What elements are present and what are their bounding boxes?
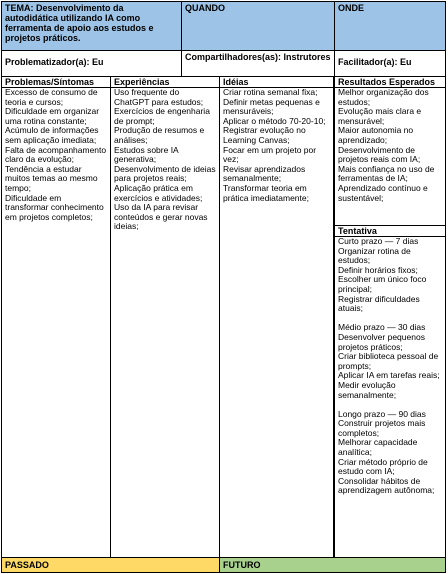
ideias-column	[219, 76, 334, 558]
tema-text	[2, 2, 181, 44]
tentativa-title: Tentativa	[335, 226, 445, 237]
experiencias-list: Uso frequente do ChatGPT para estudos; Exercícios de engenharia de prompt; Produção de resumos e análises; Estudos sobre IA generativa; Desenvolvimento de ideias para projetos reais; Aplicação prática em exercícios e atividades; Uso da IA para revisar conteúdos e gerar novas ideias;	[114, 87, 216, 232]
ideias-list: Criar rotina semanal fixa; Definir metas pequenas e mensuráveis; Aplicar o método 70-20-10; Registrar evolução no Learning Canvas; Focar em um projeto por vez; Revisar aprendizados semanalmente; Transformar teoria em prática imediatamente;	[223, 87, 326, 203]
quando-label: QUANDO	[185, 3, 225, 13]
tentativa-section	[335, 225, 445, 496]
quando-cell	[181, 1, 335, 51]
problemas-title: Problemas/Síntomas	[2, 77, 110, 88]
tentativa-list: Curto prazo — 7 dias Organizar rotina de estudos; Definir horários fixos; Escolher um único foco principal; Registrar dificuldades atuais; Médio prazo — 30 dias Desenvolver pequenos projetos práticos; Criar biblioteca pessoal de prompts; Aplicar IA em tarefas reais; Medir evolução semanalmente; Longo prazo — 90 dias Construir projetos mais completos; Melhorar capacidade analítica; Criar método próprio de estudo com IA; Consolidar hábitos de aprendizagem autônoma;	[338, 236, 440, 496]
tema-label: TEMA:	[5, 3, 34, 13]
problematizador-cell	[1, 50, 182, 77]
experiencias-title: Experiências	[111, 77, 219, 88]
passado-label: PASSADO	[5, 560, 49, 570]
passado-bar	[1, 557, 220, 573]
futuro-bar	[219, 557, 446, 573]
compartilhadores-label: Compartilhadores(as): Instrutores	[185, 52, 331, 62]
compartilhadores-cell	[181, 50, 335, 77]
onde-cell	[334, 1, 446, 51]
ideias-title: Idéias	[220, 77, 333, 88]
onde-label: ONDE	[338, 3, 365, 13]
problemas-column	[1, 76, 111, 558]
problemas-list: Excesso de consumo de teoria e cursos; Dificuldade em organizar uma rotina constante; Acúmulo de informações sem aplicação imediata; Falta de acompanhamento claro da evolução; Tendência a estudar muitos temas ao mesmo tempo; Dificuldade em transformar conhecimento em projetos completos;	[5, 87, 107, 222]
resultados-column	[334, 76, 446, 558]
facilitador-label: Facilitador(a): Eu	[338, 57, 412, 67]
resultados-list: Melhor organização dos estudos; Evolução mais clara e mensurável; Maior autonomia no aprendizado; Desenvolvimento de projetos reais com IA; Mais confiança no uso de ferramentas de IA; Aprendizado contínuo e sustentável;	[338, 87, 435, 203]
facilitador-cell	[334, 50, 446, 77]
resultados-title: Resultados Esperados	[335, 77, 445, 88]
tema-cell	[1, 1, 182, 51]
tema-description: Desenvolvimento da autodidática utilizando IA como ferramenta de apoio aos estudos e projetos práticos.	[5, 3, 154, 43]
experiencias-column	[110, 76, 220, 558]
futuro-label: FUTURO	[223, 560, 261, 570]
problematizador-label: Problematizador(a): Eu	[5, 57, 104, 67]
